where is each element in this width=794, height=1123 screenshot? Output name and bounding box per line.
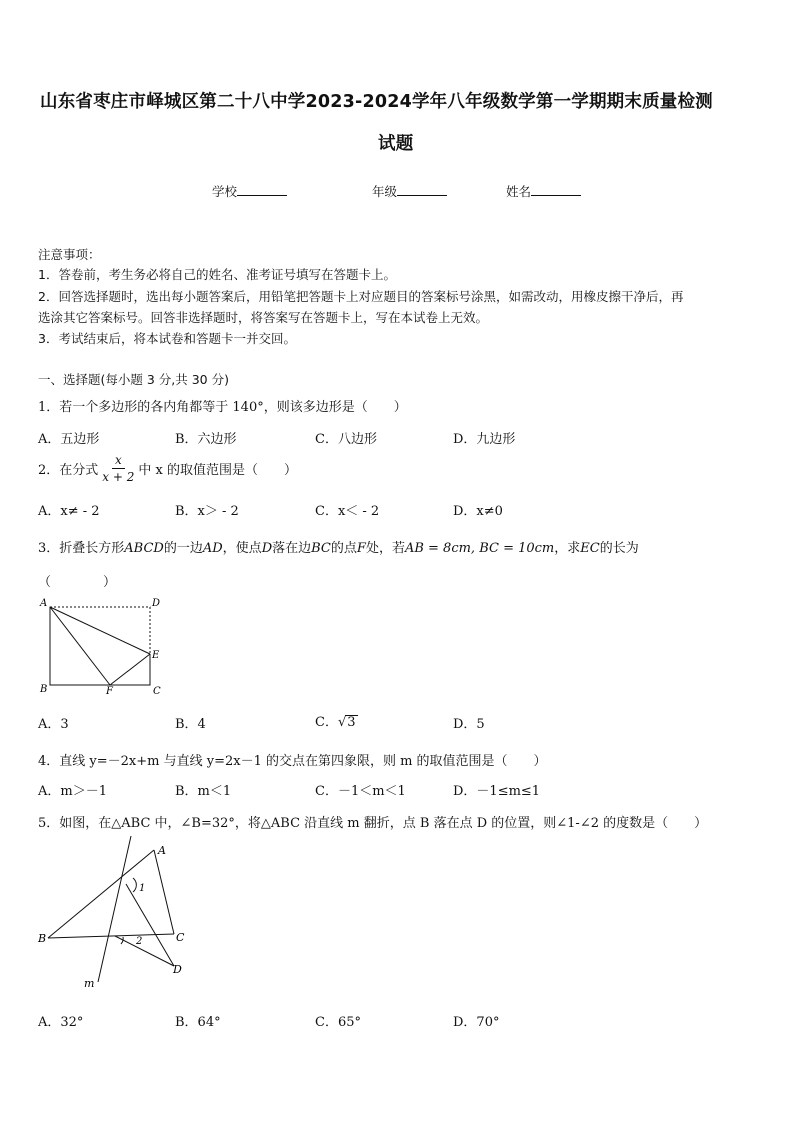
notice-heading: 注意事项： <box>38 247 101 262</box>
school-label: 学校 <box>212 184 238 199</box>
q3-option-b: B．4 <box>175 717 206 732</box>
q3-text-2: 的一边 <box>163 541 203 556</box>
q3-side-ad: AD <box>202 541 223 556</box>
q3-label-f: F <box>106 686 113 697</box>
grade-label: 年级 <box>372 184 398 199</box>
q2-option-a: A．x≠ - 2 <box>38 504 100 519</box>
q3-text-5: 的点 <box>330 541 357 556</box>
q5-angle-1-arc <box>133 878 136 892</box>
q5-label-d: D <box>173 963 182 976</box>
q3-option-c-radicand: 3 <box>347 715 356 730</box>
school-blank <box>237 183 287 196</box>
q3-text-8: 的长为 <box>599 541 639 556</box>
q3-option-c-prefix: C． <box>315 715 338 730</box>
notice-item-3: 3．考试结束后，将本试卷和答题卡一并交回。 <box>38 331 296 346</box>
q5-option-c: C．65° <box>315 1015 361 1030</box>
name-blank <box>531 183 581 196</box>
q3-option-a: A．3 <box>38 717 69 732</box>
q2-option-c: C．x＜ - 2 <box>315 504 380 519</box>
q3-text-1: 3．折叠长方形 <box>38 541 125 556</box>
q1-option-c: C．八边形 <box>315 432 377 447</box>
q5-label-m: m <box>84 977 95 990</box>
q4-stem: 4．直线 y=－2x+m 与直线 y=2x－1 的交点在第四象限，则 m 的取值范围是（ ） <box>38 754 547 769</box>
q3-point-d: D <box>261 541 273 556</box>
q5-stem: 5．如图，在△ABC 中，∠B=32°，将△ABC 沿直线 m 翻折，点 B 落在点 D 的位置，则∠1-∠2 的度数是（ ） <box>38 816 708 831</box>
section-heading: 一、选择题(每小题 3 分,共 30 分) <box>38 372 229 387</box>
notice-item-1: 1．答卷前，考生务必将自己的姓名、准考证号填写在答题卡上。 <box>38 267 396 282</box>
q1-stem: 1．若一个多边形的各内角都等于 140°，则该多边形是（ ） <box>38 400 407 415</box>
q1-option-b: B．六边形 <box>175 432 237 447</box>
q2-stem <box>38 452 297 485</box>
q2-stem-after: 中 x 的取值范围是（ ） <box>138 463 297 478</box>
q3-fold-line-ae <box>50 607 150 654</box>
q3-label-d: D <box>152 598 161 609</box>
q3-option-c <box>315 711 358 730</box>
q2-option-b: B．x＞ - 2 <box>175 504 239 519</box>
grade-field <box>372 182 447 200</box>
q3-label-e: E <box>152 650 160 661</box>
q3-line-af <box>50 607 110 685</box>
q3-text-4: 落在边 <box>272 541 312 556</box>
q5-line-ba <box>48 850 154 938</box>
q5-angle-2-arc <box>121 937 123 944</box>
q3-given: AB = 8cm, BC = 10cm <box>404 541 555 556</box>
q3-text-3: ，使点 <box>222 541 262 556</box>
q4-option-b: B．m＜1 <box>175 784 232 799</box>
q3-label-b: B <box>40 684 48 695</box>
q4-option-d: D．－1≤m≤1 <box>453 784 541 799</box>
q5-line-ac <box>154 850 174 934</box>
q3-text-6: 处，若 <box>365 541 405 556</box>
q5-option-d: D．70° <box>453 1015 500 1030</box>
q1-option-a: A．五边形 <box>38 432 100 447</box>
q3-stem <box>38 537 639 556</box>
q4-option-a: A．m＞－1 <box>38 784 107 799</box>
q5-label-angle-2: 2 <box>136 936 143 947</box>
q2-fraction-numerator: x <box>112 452 125 469</box>
q3-target: EC <box>580 541 600 556</box>
q3-text-7: ，求 <box>554 541 581 556</box>
q5-label-angle-1: 1 <box>139 883 146 894</box>
q3-side-bc: BC <box>311 541 331 556</box>
q5-label-c: C <box>176 931 185 944</box>
name-label: 姓名 <box>506 184 532 199</box>
name-field <box>506 182 581 200</box>
q5-figure <box>34 834 204 998</box>
q3-figure <box>36 594 166 698</box>
q3-option-d: D．5 <box>453 717 485 732</box>
q3-label-c: C <box>153 686 161 697</box>
page-title-line2: 试题 <box>378 134 414 154</box>
q5-line-m <box>98 836 131 982</box>
q3-point-f: F <box>356 541 366 556</box>
q3-rect-name: ABCD <box>124 541 164 556</box>
q3-rect-solid-sides <box>50 607 150 685</box>
q3-paren: （ ） <box>38 575 117 590</box>
page-title-line1: 山东省枣庄市峄城区第二十八中学2023-2024学年八年级数学第一学期期末质量检测 <box>40 92 713 112</box>
q2-fraction-denominator: x + 2 <box>102 470 135 484</box>
q2-stem-before: 2．在分式 <box>38 463 99 478</box>
q5-option-a: A．32° <box>38 1015 84 1030</box>
q2-option-d: D．x≠0 <box>453 504 503 519</box>
grade-blank <box>397 183 447 196</box>
notice-item-2-line2: 选涂其它答案标号。回答非选择题时，将答案写在答题卡上，写在本试卷上无效。 <box>38 310 489 325</box>
sqrt-radical-icon: √ <box>337 715 347 730</box>
q1-option-d: D．九边形 <box>453 432 516 447</box>
q5-label-b: B <box>38 932 47 945</box>
school-field <box>212 182 287 200</box>
q5-label-a: A <box>158 844 166 857</box>
q3-label-a: A <box>40 598 48 609</box>
notice-item-2-line1: 2．回答选择题时，选出每小题答案后，用铅笔把答题卡上对应题目的答案标号涂黑，如需改动，用橡皮擦干净后，再 <box>38 289 684 304</box>
q4-option-c: C．－1＜m＜1 <box>315 784 406 799</box>
q2-fraction <box>99 452 137 485</box>
q5-option-b: B．64° <box>175 1015 221 1030</box>
q3-line-fe <box>110 654 150 685</box>
